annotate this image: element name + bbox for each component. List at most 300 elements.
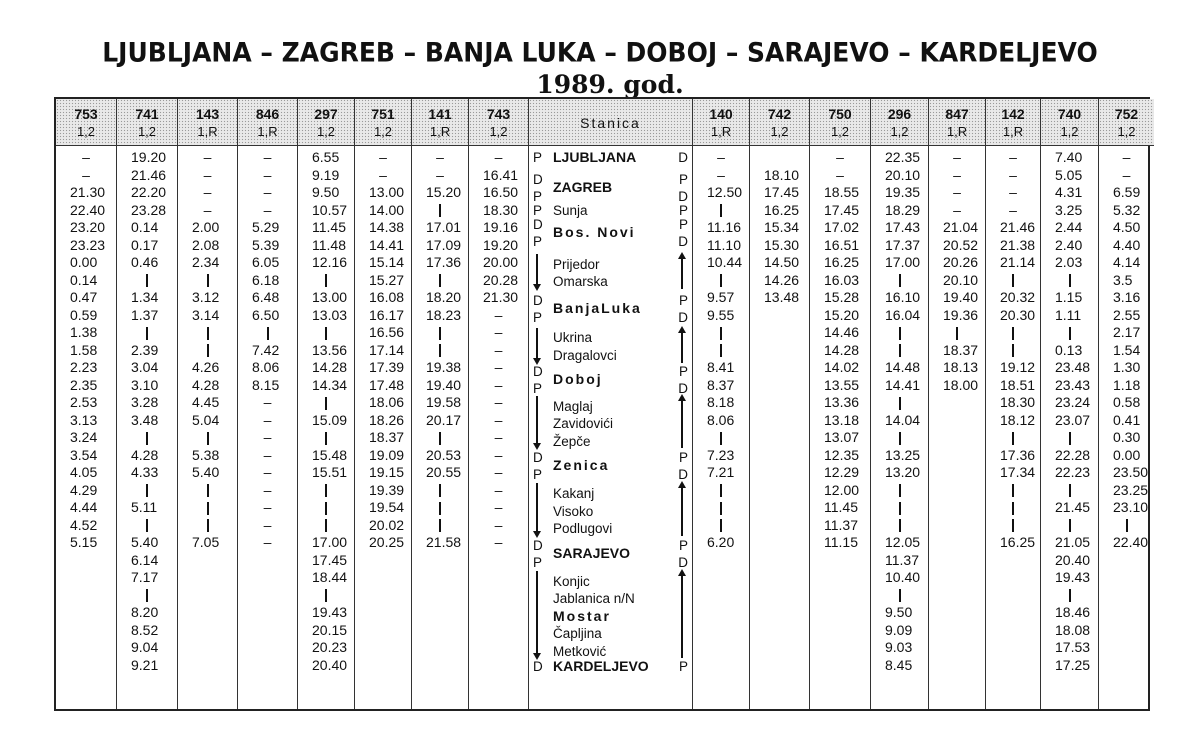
time-cell: 2.08 [192,236,220,253]
pass-through-mark [693,202,749,219]
time-cell: 8.20 [131,604,159,620]
arrival-departure-marker: P [533,554,543,570]
time-cell: 1.30 [1113,359,1141,375]
train-class: 1,R [257,124,278,139]
time-cell: – [263,201,272,218]
time-cell: 5.29 [252,219,280,235]
time-cell: 18.00 [943,376,979,393]
time-cell: 2.34 [192,254,220,270]
time-cell: 3.48 [131,411,159,428]
time-cell: 3.25 [1055,201,1083,218]
time-cell: 20.32 [1000,289,1036,305]
arrival-departure-marker: D [678,381,688,397]
time-cell: 16.08 [369,289,405,305]
down-arrow-icon [536,396,538,449]
time-cell: 2.39 [131,341,159,358]
time-cell: – [494,341,503,358]
time-cell: 23.48 [1055,359,1091,375]
time-cell: – [494,149,503,165]
time-cell: – [494,306,503,323]
time-cell: 22.40 [1113,534,1149,550]
time-cell: 17.02 [824,219,860,235]
train-number: 142 [1001,106,1025,122]
time-cell: 18.10 [764,166,800,183]
time-cell: 20.55 [426,464,462,480]
time-cell: 20.40 [1055,551,1091,568]
time-cell: 17.45 [312,551,348,568]
time-cell: 3.04 [131,359,159,375]
time-cell: 5.11 [131,499,158,515]
train-class: 1,2 [1117,124,1136,139]
pass-through-mark [117,517,177,534]
time-cell: 19.36 [943,306,979,323]
arrival-departure-marker: P [678,202,688,218]
station-name: Ukrina [553,330,593,346]
train-column [1099,99,1154,709]
time-cell: 8.06 [252,359,280,375]
time-cell: 17.36 [1000,446,1036,463]
station-name: Mostar [553,607,611,624]
time-cell: 5.32 [1113,201,1141,218]
time-cell: 3.28 [131,394,159,410]
time-cell: 17.14 [369,341,405,358]
time-cell: 2.17 [1113,324,1141,340]
pass-through-mark [986,429,1040,446]
arrival-departure-marker: P [533,150,543,165]
train-header [355,99,411,146]
arrival-departure-marker: P [533,381,543,397]
time-cell: 9.09 [885,621,913,638]
time-cell: 4.31 [1055,184,1083,200]
station-name: ZAGREB [553,178,613,195]
time-cell: 23.07 [1055,411,1091,428]
time-cell: 23.50 [1113,464,1149,480]
time-cell: – [494,394,503,410]
time-cell: – [717,166,725,183]
arrival-departure-marker: P [678,537,688,553]
time-cell: 13.18 [824,411,860,428]
train-class: 1,2 [1060,124,1079,139]
pass-through-mark [298,324,354,341]
time-cell: – [263,534,272,550]
time-cell: 16.03 [824,271,860,288]
time-cell: 17.45 [824,201,860,218]
up-arrow-icon [681,571,683,659]
arrival-departure-marker: D [678,467,688,482]
time-cell: 16.51 [824,236,860,253]
arrival-departure-marker: D [678,188,688,204]
time-cell: 16.56 [369,324,405,340]
train-class: 1,2 [489,124,508,139]
train-number: 743 [486,106,511,122]
time-cell: 21.05 [1055,534,1091,550]
station-name: Zavidovići [553,416,614,431]
train-class: 1,R [197,124,218,139]
time-cell: 9.57 [707,289,735,305]
time-cell: 2.35 [70,376,98,393]
time-cell: 4.33 [131,464,159,480]
time-cell: 19.12 [1000,359,1036,375]
time-cell: 18.37 [943,341,979,358]
time-cell: 9.03 [885,639,913,655]
time-cell: 16.41 [483,166,519,183]
train-number: 847 [945,106,969,122]
time-cell: 22.35 [885,149,921,165]
time-cell: 12.00 [824,481,860,498]
pass-through-mark [693,429,749,446]
time-cell: 1.54 [1113,341,1141,358]
pass-through-mark [871,482,928,499]
time-cell: 19.20 [483,236,519,253]
time-cell: 7.40 [1055,149,1083,165]
arrival-departure-marker: D [678,150,688,165]
station-column [529,99,693,709]
time-cell: 6.59 [1113,184,1141,200]
time-cell: 18.46 [1055,604,1091,620]
train-header [56,99,116,146]
time-cell: 17.53 [1055,639,1091,655]
time-cell: 8.18 [707,394,735,410]
pass-through-mark [412,517,468,534]
time-cell: 19.35 [885,184,921,200]
pass-through-mark [117,587,177,604]
time-cell: 16.17 [369,306,405,323]
time-cell: 18.06 [369,394,405,410]
time-cell: 8.15 [252,376,280,393]
pass-through-mark [871,342,928,359]
pass-through-mark [298,272,354,289]
train-header [1099,99,1154,146]
time-cell: 21.04 [943,219,979,235]
time-cell: 0.14 [70,271,98,288]
arrival-departure-marker: D [533,450,543,465]
time-cell: 2.40 [1055,236,1083,253]
pass-through-mark [693,482,749,499]
train-class: 1,R [946,124,968,139]
time-cell: 19.43 [1055,569,1091,585]
time-cell: 20.02 [369,516,405,533]
pass-through-mark [871,587,928,604]
time-cell: – [263,446,272,463]
time-cell: – [953,149,961,165]
time-cell: – [263,499,272,515]
time-cell: 19.54 [369,499,405,515]
pass-through-mark [693,517,749,534]
time-cell: – [263,394,272,410]
pass-through-mark [693,324,749,341]
time-cell: 20.28 [483,271,519,288]
time-cell: – [953,184,961,200]
time-cell: – [263,184,272,200]
arrival-departure-marker: P [678,171,688,187]
time-cell: 6.14 [131,551,159,568]
station-name: SARAJEVO [553,544,631,561]
time-cell: 21.46 [131,166,167,183]
time-cell: 20.23 [312,639,348,655]
time-cell: 14.04 [885,411,921,428]
time-cell: – [494,324,503,340]
time-cell: – [494,499,503,515]
train-header [469,99,528,146]
pass-through-mark [178,482,237,499]
time-cell: 13.48 [764,289,800,305]
time-cell: – [836,166,844,183]
time-cell: 3.10 [131,376,159,393]
time-cell: 3.24 [70,429,98,445]
page-subtitle: 1989. god. [536,70,684,99]
time-cell: 19.09 [369,446,405,463]
time-cell: 1.38 [70,324,98,340]
time-cell: 17.01 [426,219,462,235]
station-name: Visoko [553,503,594,519]
pass-through-mark [1041,272,1098,289]
time-cell: 6.20 [707,534,735,550]
time-cell: 5.38 [192,446,220,463]
page-title: LJUBLJANA – ZAGREB – BANJA LUKA – DOBOJ – SARAJEVO – KARDELJEVO [102,37,1098,68]
down-arrow-icon [536,571,538,659]
time-cell: 9.55 [707,306,735,323]
pass-through-mark [986,482,1040,499]
arrival-departure-marker: D [533,171,543,187]
pass-through-mark [412,202,468,219]
time-cell: 18.26 [369,411,405,428]
time-cell: 17.48 [369,376,405,393]
pass-through-mark [412,342,468,359]
pass-through-mark [117,272,177,289]
time-cell: 14.26 [764,271,800,288]
time-cell: 13.00 [369,184,405,200]
time-cell: 19.20 [131,149,167,165]
station-name: Maglaj [553,398,593,414]
station-name: Metković [553,643,607,659]
time-cell: 10.57 [312,201,348,218]
time-cell: 18.30 [1000,394,1036,410]
station-name: Bos. Novi [553,224,636,241]
train-header [986,99,1040,146]
time-cell: 14.46 [824,324,860,340]
time-cell: 4.29 [70,481,98,498]
time-cell: 8.37 [707,376,735,393]
time-cell: 15.30 [764,236,800,253]
time-cell: – [1009,166,1017,183]
train-column [929,99,986,709]
time-cell: 20.30 [1000,306,1036,323]
arrival-departure-marker: D [678,554,688,570]
time-cell: 20.10 [885,166,921,183]
time-cell: 23.28 [131,201,167,218]
time-cell: 19.39 [369,481,405,498]
train-class: 1,2 [830,124,850,139]
time-cell: 3.12 [192,289,220,305]
time-cell: 12.29 [824,464,860,480]
time-cell: 15.34 [764,219,800,235]
time-cell: 5.15 [70,534,98,550]
time-cell: 22.28 [1055,446,1091,463]
pass-through-mark [238,324,297,341]
time-cell: 11.10 [707,236,741,253]
time-cell: 6.05 [252,254,280,270]
train-column [56,99,117,709]
pass-through-mark [693,272,749,289]
station-name: Kakanj [553,486,595,501]
time-cell: 18.51 [1000,376,1036,393]
arrival-departure-marker: P [678,659,688,675]
pass-through-mark [1041,482,1098,499]
time-cell: – [203,201,212,218]
arrival-departure-marker: P [678,292,688,308]
arrival-departure-marker: P [533,234,543,250]
station-name: LJUBLJANA [553,149,637,165]
time-cell: – [263,166,272,183]
time-cell: 17.34 [1000,464,1036,480]
station-name: Doboj [553,371,603,388]
arrival-departure-marker: D [533,537,543,553]
pass-through-mark [693,499,749,516]
time-cell: 2.23 [70,359,98,375]
arrival-departure-marker: P [533,309,543,325]
time-cell: – [1009,184,1017,200]
time-cell: – [263,464,272,480]
time-cell: – [717,149,725,165]
time-cell: 8.41 [707,359,735,375]
pass-through-mark [986,517,1040,534]
time-cell: 21.38 [1000,236,1036,253]
time-cell: – [379,166,387,183]
time-cell: 0.41 [1113,411,1141,428]
time-cell: 0.00 [70,254,98,270]
time-cell: – [494,534,503,550]
pass-through-mark [117,482,177,499]
train-number: 846 [255,106,280,122]
pass-through-mark [412,482,468,499]
up-arrow-icon [681,328,683,363]
train-header [871,99,928,146]
station-name: Žepče [553,433,591,449]
station-header-box [529,99,692,146]
time-cell: 1.34 [131,289,159,305]
train-column [117,99,178,709]
time-cell: – [836,149,844,165]
time-cell: 4.40 [1113,236,1141,253]
time-cell: 20.10 [943,271,979,288]
pass-through-mark [1099,517,1154,534]
train-header [178,99,237,146]
pass-through-mark [298,482,354,499]
train-number: 750 [828,106,852,122]
time-cell: 18.08 [1055,621,1091,638]
pass-through-mark [412,499,468,516]
time-cell: 17.00 [312,534,348,550]
time-cell: – [494,481,503,498]
time-cell: 11.15 [824,534,858,550]
time-cell: 9.19 [312,166,340,183]
time-cell: 21.46 [1000,219,1036,235]
time-cell: 18.29 [885,201,921,218]
time-cell: 15.48 [312,446,348,463]
pass-through-mark [871,517,928,534]
time-cell: 0.14 [131,219,159,235]
time-cell: 18.20 [426,289,462,305]
time-cell: – [263,516,272,533]
time-cell: 1.18 [1113,376,1141,393]
time-cell: 13.36 [824,394,860,410]
time-cell: 3.54 [70,446,98,463]
pass-through-mark [178,429,237,446]
time-cell: 14.34 [312,376,348,393]
time-cell: 13.03 [312,306,348,323]
up-arrow-icon [681,483,683,536]
pass-through-mark [871,499,928,516]
time-cell: 10.40 [885,569,921,585]
time-cell: 2.44 [1055,219,1083,235]
train-number: 742 [767,106,792,122]
time-cell: 17.36 [426,254,462,270]
arrival-departure-marker: P [678,450,688,465]
time-cell: 9.50 [885,604,913,620]
time-cell: 7.21 [707,464,735,480]
train-class: 1,R [429,124,451,139]
arrival-departure-marker: D [533,217,543,233]
time-cell: 16.25 [824,254,860,270]
time-cell: 9.21 [131,656,159,673]
time-cell: 3.5 [1113,271,1133,288]
time-cell: 23.20 [70,219,106,235]
train-column [469,99,529,709]
time-cell: 14.41 [369,236,405,253]
time-cell: 2.03 [1055,254,1083,270]
time-cell: 20.53 [426,446,462,463]
time-cell: 5.40 [131,534,159,550]
pass-through-mark [412,429,468,446]
time-cell: 11.37 [824,516,858,533]
time-cell: 15.28 [824,289,860,305]
arrival-departure-marker: P [533,467,543,482]
train-column [986,99,1041,709]
time-cell: 14.00 [369,201,405,218]
time-cell: 6.50 [252,306,280,323]
time-cell: 6.48 [252,289,280,305]
pass-through-mark [178,324,237,341]
time-cell: 0.46 [131,254,159,270]
time-cell: 14.41 [885,376,921,393]
time-cell: 22.40 [70,201,106,218]
time-cell: 0.30 [1113,429,1141,445]
time-cell: 11.16 [707,219,741,235]
train-number: 751 [371,106,395,122]
time-cell: 15.27 [369,271,405,288]
station-name: KARDELJEVO [553,658,649,675]
time-cell: 12.05 [885,534,921,550]
station-name: Čapljina [553,626,602,641]
time-cell: 13.25 [885,446,921,463]
time-cell: – [494,411,503,428]
time-cell: 12.16 [312,254,348,270]
time-cell: 21.58 [426,534,462,550]
time-cell: 19.40 [426,376,462,393]
train-class: 1,R [710,124,732,139]
time-cell: 9.04 [131,639,159,655]
time-cell: 17.39 [369,359,405,375]
time-cell: 0.13 [1055,341,1083,358]
pass-through-mark [871,324,928,341]
pass-through-mark [117,429,177,446]
time-cell: – [1122,149,1131,165]
pass-through-mark [178,517,237,534]
arrival-departure-marker: D [533,364,543,380]
pass-through-mark [298,499,354,516]
pass-through-mark [986,324,1040,341]
train-class: 1,2 [373,124,393,139]
